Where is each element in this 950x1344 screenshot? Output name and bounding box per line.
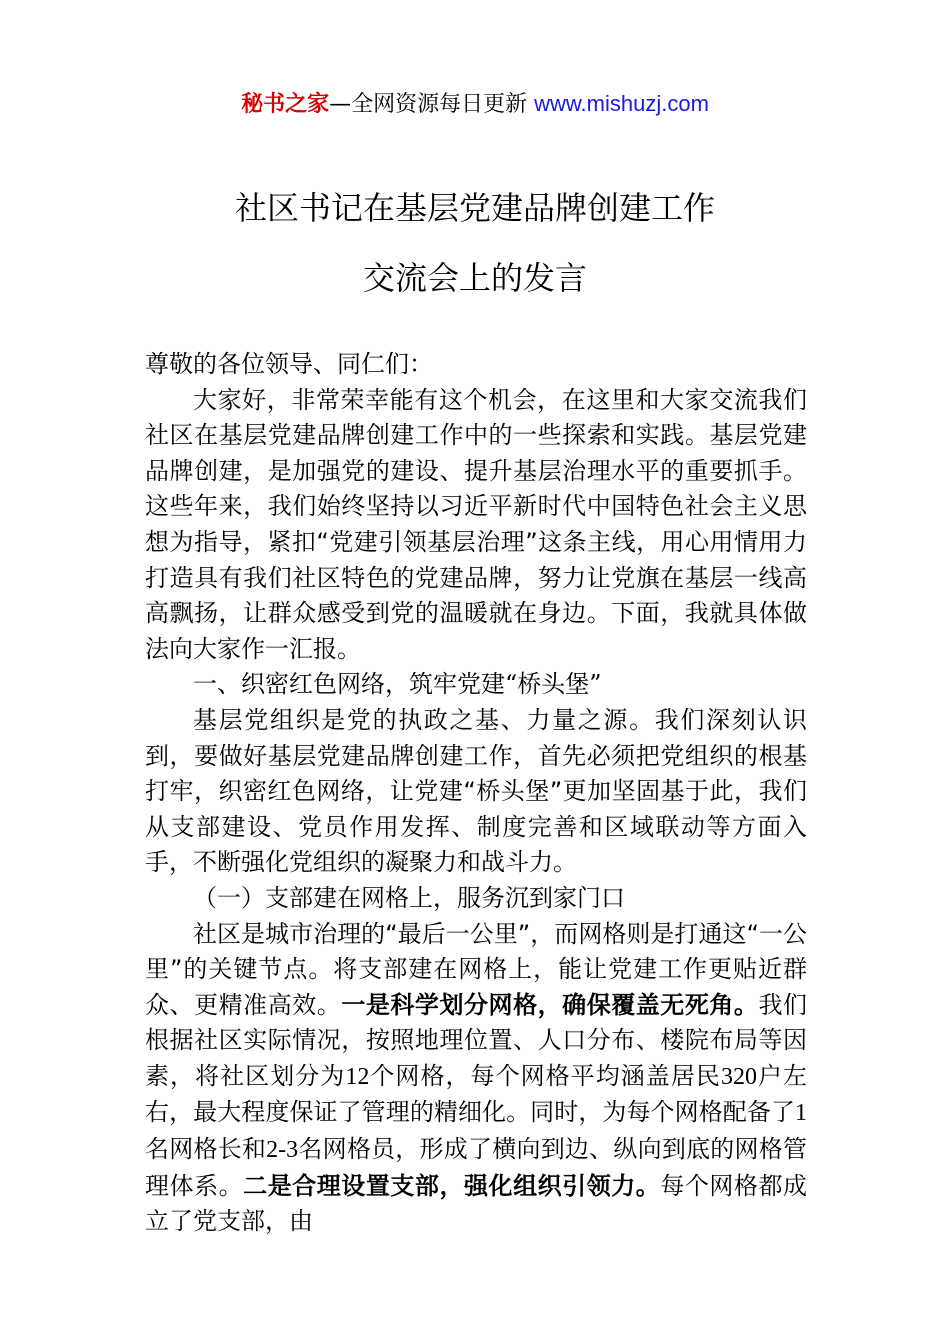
text-run: 社区是城市治理的“最后一公里”，而网格则是打通这“一公里”的关键节点。将支部建在网格上，能让党建工作更贴近群众、更精准高效。 [145,919,807,1019]
paragraph-intro: 大家好，非常荣幸能有这个机会，在这里和大家交流我们社区在基层党建品牌创建工作中的一些探索和实践。基层党建品牌创建，是加强党的建设、提升基层治理水平的重要抓手。这些年来，我们始终坚持以习近平新时代中国特色社会主义思想为指导，紧扣“党建引领基层治理”这条主线，用心用情用力打造具有我们社区特色的党建品牌，努力让党旗在基层一线高高飘扬，让群众感受到党的温暖就在身边。下面，我就具体做法向大家作一汇报。 [145,385,807,663]
bold-point-1: 一是科学划分网格，确保覆盖无死角。 [341,990,759,1019]
grid-count: 12 [345,1063,370,1090]
text-run: 我们根据社区实际情况，按照地理位置、人口分布、楼院布局等因素，将社区划分为 [145,990,808,1090]
site-url-link[interactable]: www.mishuzj.com [534,91,709,116]
text-run: 户左右，最大程度保证了管理的精细化。同时，为每个网格配备了 [145,1061,808,1127]
household-count: 320 [720,1063,757,1090]
salutation: 尊敬的各位领导、同仁们： [145,350,433,378]
text-run: 个网格，每个网格平均涵盖居民 [369,1061,721,1090]
document-title-line-2: 交流会上的发言 [362,259,587,297]
header-dash: — [329,92,352,117]
text-run: 名网格长和 [145,1135,267,1164]
subsection-heading-1: （一）支部建在网格上，服务沉到家门口 [193,883,625,912]
site-brand: 秘书之家 [241,92,330,117]
bold-point-2: 二是合理设置支部，强化组织引领力。 [243,1171,661,1200]
grid-member-count: 2-3 [266,1137,299,1164]
paragraph-section-1: 基层党组织是党的执政之基、力量之源。我们深刻认识到，要做好基层党建品牌创建工作，首先必须把党组织的根基打牢，织密红色网络，让党建“桥头堡”更加坚固基于此，我们从支部建设、党员作用发挥、制度完善和区域联动等方面入手，不断强化党组织的凝聚力和战斗力。 [145,705,807,877]
grid-leader-count: 1 [795,1100,807,1127]
document-body [145,347,807,1240]
paragraph-subsection-1 [145,917,807,1240]
text-run: 名网格员，形成了横向到边、纵向到底的网格管理体系。 [145,1135,808,1200]
site-header [0,86,950,123]
text-run: 每个网格都成立了党支部，由 [145,1171,808,1236]
section-heading-1: 一、织密红色网络，筑牢党建“桥头堡” [193,670,602,699]
document-title-line-1: 社区书记在基层党建品牌创建工作 [234,189,715,227]
site-slogan: 全网资源每日更新 [351,92,528,117]
